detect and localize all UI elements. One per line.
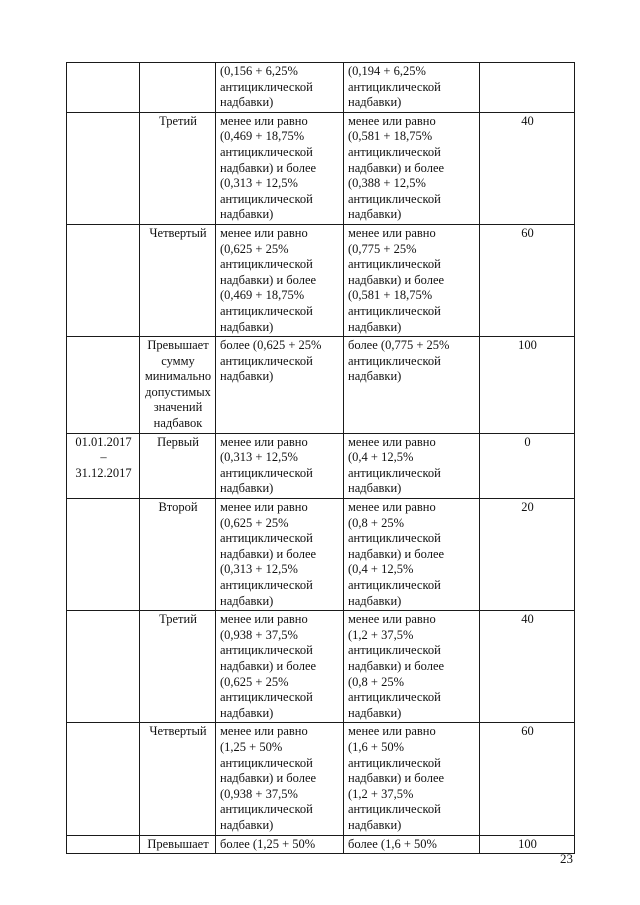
cell-line: надбавки) [348,817,402,832]
cell-line: надбавки) [348,319,402,334]
cell-line: (0,156 + 6,25% [220,64,298,78]
value-cell [480,337,575,434]
cell-line: (0,8 + 25% [348,674,404,689]
period-cell [67,611,140,723]
cell-line: минимально [144,369,212,384]
cell-line: антициклической [348,353,441,368]
cell-line: надбавки) и более [348,272,445,287]
table-row [67,723,575,835]
cell-line: антициклической [220,144,313,159]
cell-line: антициклической [348,578,441,592]
cell-value: 60 [521,225,534,240]
cell-line: надбавки) и более [220,658,317,673]
period-cell [67,63,140,113]
cell-line: надбавки) и более [220,771,317,786]
cell-line: надбавки) и более [348,546,445,561]
cell-value: 100 [518,338,537,353]
cell-value: 100 [518,836,537,851]
cell-line: антициклической [220,303,313,318]
threshold-cell-b [344,433,480,498]
cell-line: антициклической [220,257,313,272]
threshold-cell-a [216,433,344,498]
value-cell [480,499,575,611]
cell-line: более (1,6 + 50% [348,836,437,851]
cell-line: антициклической [220,79,313,94]
threshold-cell-a [216,611,344,723]
table-row [67,63,575,113]
threshold-cell-a [216,224,344,336]
phase-cell [140,433,216,498]
cell-line: антициклической [220,755,313,770]
cell-line: антициклической [348,303,441,318]
cell-line: (0,8 + 25% [348,515,404,530]
phase-cell [140,112,216,224]
cell-line: Третий [159,113,197,128]
phase-cell [140,337,216,434]
threshold-cell-b [344,835,480,854]
cell-line: антициклической [348,643,441,658]
cell-line: – [100,450,107,465]
cell-line: надбавки) [348,95,402,110]
table-row [67,224,575,336]
threshold-cell-b [344,499,480,611]
cell-line: допустимых [145,384,211,399]
cell-line: (0,469 + 18,75% [220,129,305,144]
cell-line: антициклической [348,802,441,817]
cell-line: надбавки) [220,705,274,720]
cell-line: антициклической [220,191,313,206]
table-row [67,835,575,854]
cell-line: (0,313 + 12,5% [220,176,298,191]
cell-line: надбавки) и более [220,272,317,287]
cell-line: (1,6 + 50% [348,739,404,754]
cell-line: (0,625 + 25% [220,674,289,689]
cell-line: Четвертый [149,724,207,739]
data-table [66,62,575,854]
cell-line: надбавки) [220,207,274,222]
cell-line: менее или равно [348,724,436,739]
value-cell [480,611,575,723]
cell-line: антициклической [220,531,313,546]
threshold-cell-a [216,63,344,113]
cell-line: антициклической [348,531,441,546]
cell-line: (0,4 + 12,5% [348,562,414,577]
cell-line: (0,581 + 18,75% [348,288,433,303]
period-cell [67,224,140,336]
cell-line: Четвертый [149,225,207,240]
cell-line: (0,388 + 12,5% [348,176,426,191]
cell-line: (1,2 + 37,5% [348,786,414,801]
threshold-cell-b [344,63,480,113]
cell-line: (0,313 + 12,5% [220,562,298,577]
cell-line: антициклической [348,465,441,480]
cell-line: надбавки) и более [348,771,445,786]
cell-line: антициклической [220,802,313,817]
cell-line: надбавки) [220,95,274,110]
cell-line: надбавки) [220,319,274,334]
cell-line: надбавки) [220,817,274,832]
cell-line: менее или равно [220,724,308,739]
period-cell [67,499,140,611]
cell-line: надбавок [153,416,203,431]
cell-value: 60 [521,724,534,739]
threshold-cell-b [344,112,480,224]
cell-line: Второй [158,500,198,515]
table-body [67,63,575,854]
cell-line: Первый [157,434,199,449]
cell-line: (0,625 + 25% [220,515,289,530]
cell-line: антициклической [348,690,441,705]
threshold-cell-a [216,112,344,224]
cell-line: антициклической [348,191,441,206]
cell-line: более (0,775 + 25% [348,338,450,353]
cell-line: (1,2 + 37,5% [348,627,414,642]
cell-line: (0,4 + 12,5% [348,450,414,465]
threshold-cell-b [344,723,480,835]
threshold-cell-a [216,723,344,835]
cell-line: сумму [161,353,195,368]
cell-line: Третий [159,612,197,627]
cell-line: (1,25 + 50% [220,739,283,754]
threshold-cell-b [344,224,480,336]
cell-line: антициклической [348,144,441,159]
threshold-cell-b [344,611,480,723]
cell-line: антициклической [348,257,441,272]
value-cell [480,723,575,835]
threshold-cell-b [344,337,480,434]
period-cell [67,433,140,498]
cell-line: антициклической [220,690,313,705]
threshold-cell-a [216,337,344,434]
phase-cell [140,835,216,854]
cell-line: надбавки) [348,207,402,222]
cell-line: Превышает [147,338,209,353]
cell-line: (0,194 + 6,25% [348,64,426,78]
table-row [67,112,575,224]
cell-line: менее или равно [220,612,308,627]
cell-line: менее или равно [220,113,308,128]
phase-cell [140,723,216,835]
cell-line: надбавки) [348,481,402,496]
table-row [67,433,575,498]
phase-cell [140,611,216,723]
table-row [67,337,575,434]
threshold-cell-a [216,835,344,854]
cell-line: менее или равно [348,612,436,627]
cell-line: менее или равно [348,225,436,240]
cell-line: надбавки) [220,593,274,608]
cell-line: Превышает [147,836,209,851]
threshold-cell-a [216,499,344,611]
cell-line: антициклической [348,79,441,94]
cell-value: 0 [524,434,531,449]
cell-line: менее или равно [220,225,308,240]
cell-line: антициклической [220,353,313,368]
cell-line: более (1,25 + 50% [220,836,316,851]
cell-line: (0,625 + 25% [220,241,289,256]
cell-line: (0,313 + 12,5% [220,450,298,465]
cell-line: (0,938 + 37,5% [220,627,298,642]
period-cell [67,112,140,224]
cell-line: (0,775 + 25% [348,241,417,256]
cell-line: антициклической [220,643,313,658]
cell-line: (0,581 + 18,75% [348,129,433,144]
phase-cell [140,499,216,611]
cell-line: менее или равно [220,500,308,515]
cell-line: антициклической [220,578,313,592]
cell-line: надбавки) [220,481,274,496]
cell-line: надбавки) [348,593,402,608]
period-cell [67,723,140,835]
phase-cell [140,224,216,336]
cell-line: менее или равно [348,113,436,128]
cell-line: менее или равно [348,500,436,515]
cell-line: 01.01.2017 [75,434,132,449]
cell-line: антициклической [348,755,441,770]
phase-cell [140,63,216,113]
cell-line: значений [153,400,203,415]
cell-value: 40 [521,612,534,627]
cell-line: менее или равно [220,434,308,449]
cell-value: 20 [521,500,534,515]
cell-line: надбавки) [348,705,402,720]
cell-line: надбавки) [220,369,274,384]
page-number: 23 [560,851,573,866]
cell-line: более (0,625 + 25% [220,338,322,353]
cell-line: надбавки) и более [348,658,445,673]
period-cell [67,835,140,854]
value-cell [480,224,575,336]
table-row [67,499,575,611]
cell-line: менее или равно [348,434,436,449]
cell-line: надбавки) и более [220,546,317,561]
cell-value: 40 [521,113,534,128]
value-cell [480,433,575,498]
value-cell [480,63,575,113]
period-cell [67,337,140,434]
cell-line: надбавки) и более [220,160,317,175]
cell-line: (0,469 + 18,75% [220,288,305,303]
cell-line: (0,938 + 37,5% [220,786,298,801]
cell-line: антициклической [220,465,313,480]
cell-line: надбавки) [348,369,402,384]
cell-line: 31.12.2017 [75,465,132,480]
cell-line: надбавки) и более [348,160,445,175]
value-cell [480,112,575,224]
table-row [67,611,575,723]
